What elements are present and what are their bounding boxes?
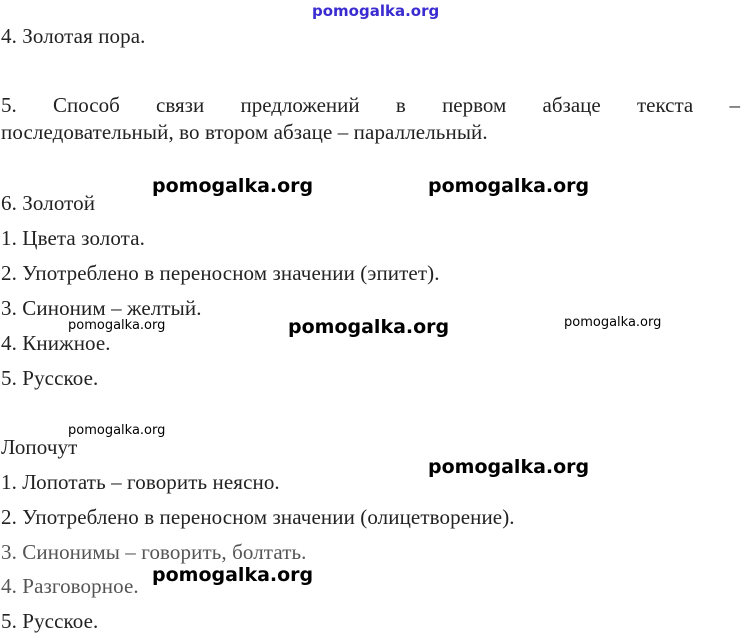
watermark-top: pomogalka.org: [312, 2, 440, 20]
watermark: pomogalka.org: [428, 175, 590, 197]
answer-5-line-1: 5. Способ связи предложений в первом абзаце текста –: [1, 93, 740, 117]
watermark: pomogalka.org: [152, 564, 314, 586]
lopochut-item: 5. Русское.: [1, 609, 99, 633]
lopochut-title: Лопочут: [1, 435, 78, 459]
zolotoy-item: 5. Русское.: [1, 366, 99, 390]
answer-4: 4. Золотая пора.: [1, 24, 146, 48]
zolotoy-item: 2. Употреблено в переносном значении (эпитет).: [1, 261, 440, 285]
answer-6-title: 6. Золотой: [1, 191, 96, 215]
lopochut-item: 3. Синонимы – говорить, болтать.: [1, 540, 307, 564]
lopochut-item: 1. Лопотать – говорить неясно.: [1, 470, 280, 494]
answer-5-line-2: последовательный, во втором абзаце – параллельный.: [1, 120, 488, 144]
watermark: pomogalka.org: [68, 318, 166, 333]
zolotoy-item: 1. Цвета золота.: [1, 226, 145, 250]
watermark: pomogalka.org: [152, 175, 314, 197]
watermark: pomogalka.org: [428, 456, 590, 478]
lopochut-item: 4. Разговорное.: [1, 574, 139, 598]
lopochut-item: 2. Употреблено в переносном значении (олицетворение).: [1, 505, 515, 529]
watermark: pomogalka.org: [288, 316, 450, 338]
watermark: pomogalka.org: [564, 315, 662, 330]
zolotoy-item: 3. Синоним – желтый.: [1, 296, 202, 320]
zolotoy-item: 4. Книжное.: [1, 331, 111, 355]
watermark: pomogalka.org: [68, 423, 166, 438]
